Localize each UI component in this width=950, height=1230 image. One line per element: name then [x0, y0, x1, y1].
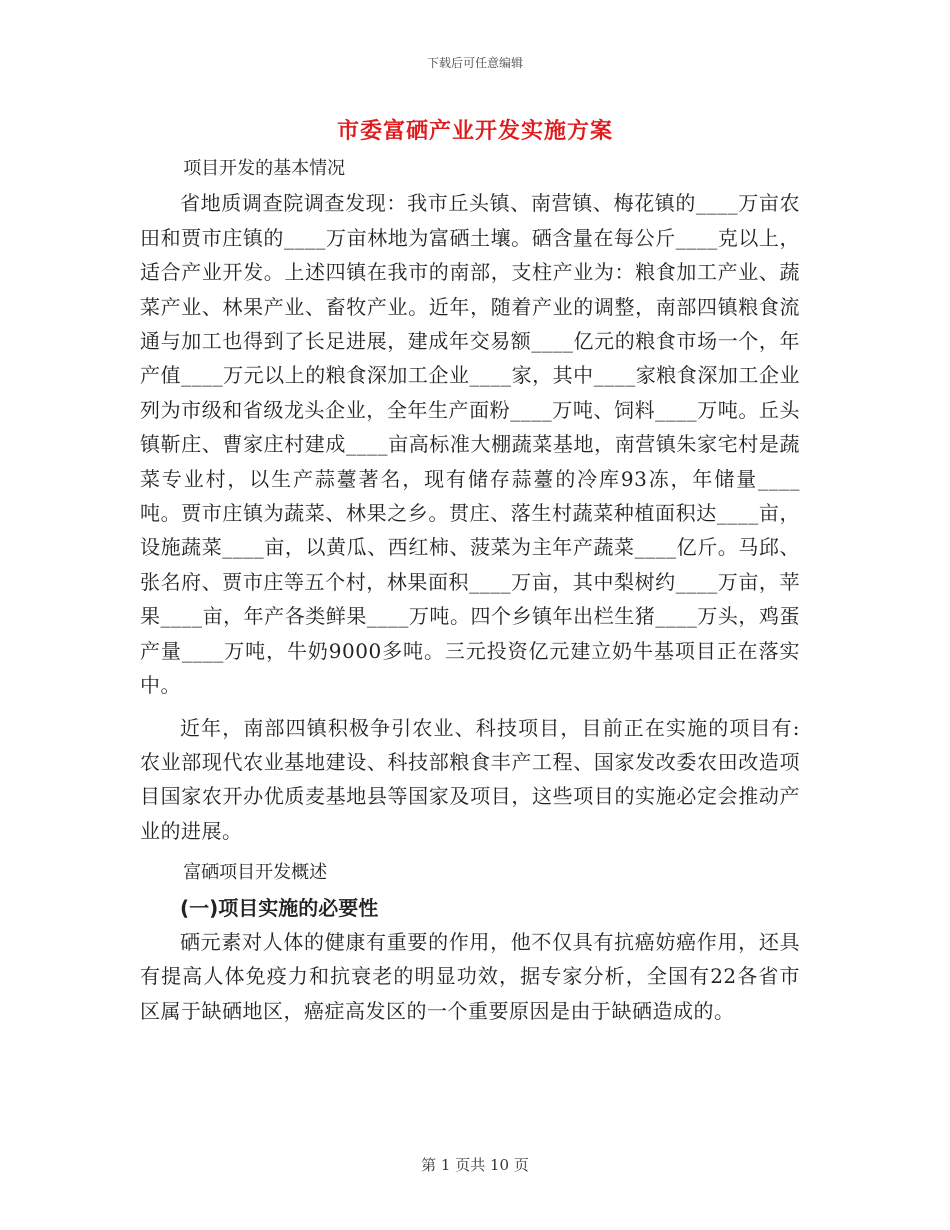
document-body	[140, 152, 800, 1028]
header-note: 下载后可任意编辑	[426, 56, 523, 70]
paragraph-projects: 近年，南部四镇积极争引农业、科技项目，目前正在实施的项目有:农业部现代农业基地建设、科技部粮食丰产工程、国家发改委农田改造项目国家农开办优质麦基地县等国家及项目，这些项目的实施必定会推动产业的进展。	[140, 715, 800, 843]
paragraph-selenium: 硒元素对人体的健康有重要的作用，他不仅具有抗癌妨癌作用，还具有提高人体免疫力和抗衰老的明显功效，据专家分析，全国有22各省市区属于缺硒地区，癌症高发区的一个重要原因是由于缺硒造成的。	[140, 929, 800, 1023]
document-title: 市委富硒产业开发实施方案	[336, 118, 613, 144]
subsection-heading-necessity: (一)项目实施的必要性	[180, 895, 379, 920]
page-footer: 第 1 页共 10 页	[421, 1156, 529, 1174]
paragraph-investigation: 省地质调查院调查发现：我市丘头镇、南营镇、梅花镇的____万亩农田和贾市庄镇的____万亩林地为富硒土壤。硒含量在每公斤____克以上，适合产业开发。上述四镇在我市的南部，支柱产业为：粮食加工产业、蔬菜产业、林果产业、畜牧产业。近年，随着产业的调整，南部四镇粮食流通与加工也得到了长足进展，建成年交易额____亿元的粮食市场一个，年产值____万元以上的粮食深加工企业____家，其中____家粮食深加工企业列为市级和省级龙头企业，全年生产面粉____万吨、饲料____万吨。丘头镇靳庄、曹家庄村建成____亩高标准大棚蔬菜基地，南营镇朱家宅村是蔬菜专业村，以生产蒜薹著名，现有储存蒜薹的冷库93冻，年储量____吨。贾市庄镇为蔬菜、林果之乡。贯庄、落生村蔬菜种植面积达____亩，设施蔬菜____亩，以黄瓜、西红柿、菠菜为主年产蔬菜____亿斤。马邱、张名府、贾市庄等五个村，林果面积____万亩，其中梨树约____万亩，苹果____亩，年产各类鲜果____万吨。四个乡镇年出栏生猪____万头，鸡蛋产量____万吨，牛奶9000多吨。三元投资亿元建立奶牛基项目正在落实中。	[140, 191, 800, 698]
section-heading-overview: 富硒项目开发概述	[183, 862, 328, 884]
section-heading-basic-situation: 项目开发的基本情况	[183, 158, 346, 179]
